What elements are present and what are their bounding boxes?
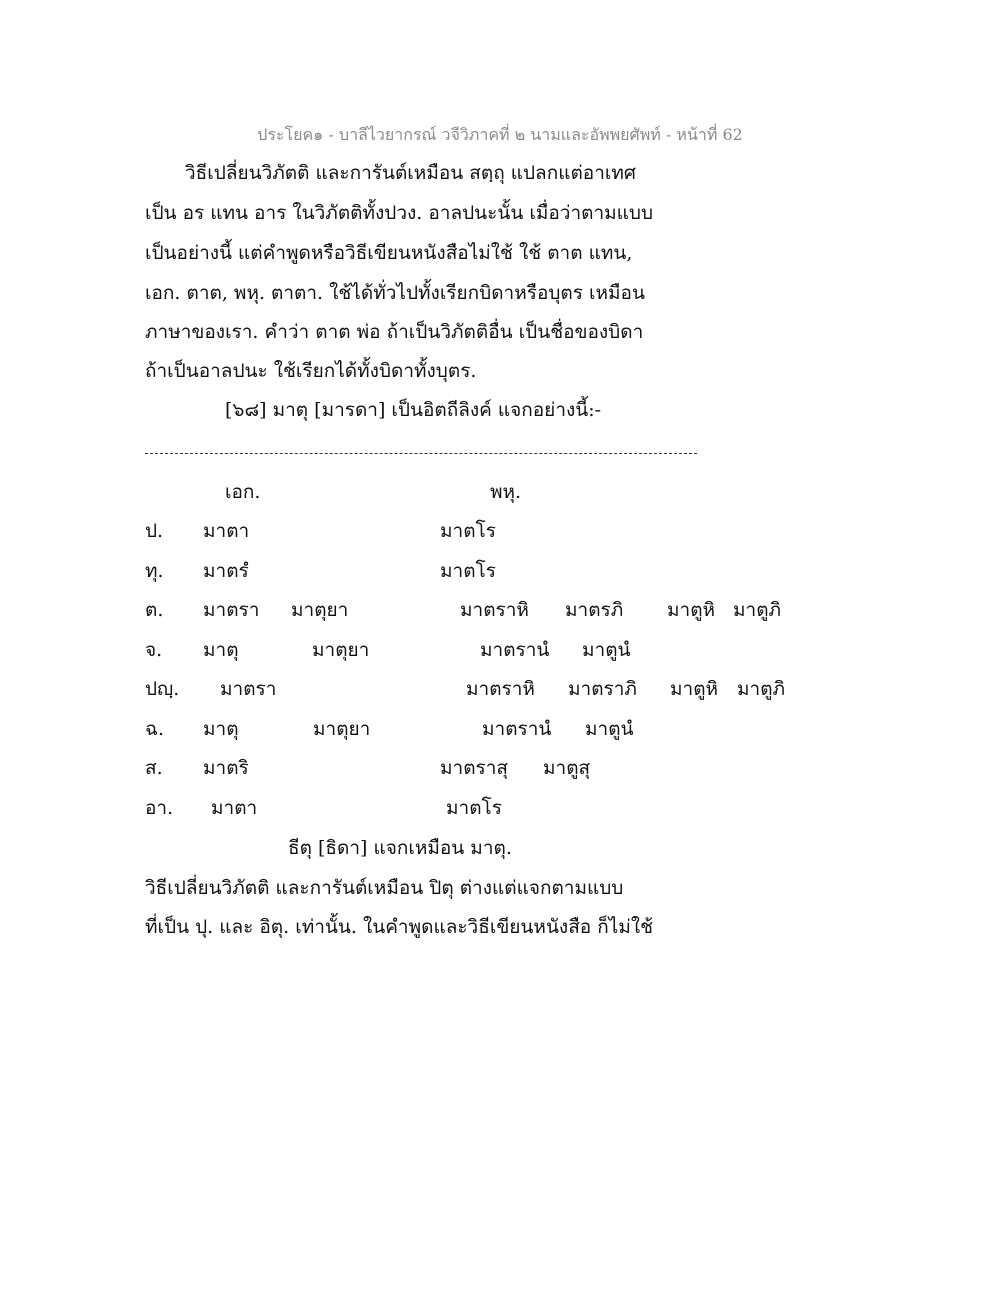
paragraph-line: เป็น อร แทน อาร ในวิภัตติทั้งปวง. อาลปนะนั้น เมื่อว่าตามแบบ (145, 202, 654, 224)
singular-form: มาตรา (220, 678, 277, 700)
case-label: ทุ. (145, 560, 164, 582)
paragraph-line: เอก. ตาต, พหุ. ตาตา. ใช้ได้ทั่วไปทั้งเรียกบิดาหรือบุตร เหมือน (145, 282, 645, 304)
plural-form: มาตรานํ (480, 639, 550, 661)
case-label: ป. (145, 520, 164, 542)
running-header: ประโยค๑ - บาลีไวยากรณ์ วจีวิภาคที่ ๒ นามและอัพพยศัพท์ - หน้าที่ 62 (257, 125, 743, 144)
paragraph-line: ถ้าเป็นอาลปนะ ใช้เรียกได้ทั้งบิดาทั้งบุตร. (145, 360, 477, 382)
case-label: อา. (145, 797, 174, 819)
singular-form: มาตุยา (291, 599, 349, 621)
column-header-singular: เอก. (225, 481, 261, 503)
paragraph-line: ภาษาของเรา. คำว่า ตาต พ่อ ถ้าเป็นวิภัตติอื่น เป็นชื่อของบิดา (145, 321, 644, 343)
paragraph-line: เป็นอย่างนี้ แต่คำพูดหรือวิธีเขียนหนังสือไม่ใช้ ใช้ ตาต แทน, (145, 242, 633, 264)
singular-form: มาตริ (203, 757, 249, 779)
singular-form: มาตุ (203, 718, 239, 740)
plural-form: มาตรภิ (565, 599, 624, 621)
plural-form: มาตูภิ (733, 599, 782, 621)
paragraph-line: วิธีเปลี่ยนวิภัตติ และการันต์เหมือน ปิตุ ต่างแต่แจกตามแบบ (145, 877, 624, 899)
plural-form: มาตราหิ (466, 678, 535, 700)
dashed-divider (145, 453, 697, 454)
singular-form: มาตรํ (203, 560, 249, 582)
plural-form: มาตโร (440, 560, 496, 582)
singular-form: มาตุยา (313, 718, 371, 740)
plural-form: มาตราสุ (440, 757, 509, 779)
plural-form: มาตโร (440, 520, 496, 542)
singular-form: มาตุ (203, 639, 239, 661)
plural-form: มาตูหิ (670, 678, 719, 700)
declension-note: ธีตุ [ธิดา] แจกเหมือน มาตุ. (288, 837, 512, 859)
paragraph-line: วิธีเปลี่ยนวิภัตติ และการันต์เหมือน สตฺถุ แปลกแต่อาเทศ (185, 162, 636, 184)
case-label: จ. (145, 639, 163, 661)
singular-form: มาตุยา (312, 639, 370, 661)
section-heading: [๖๘] มาตุ [มารดา] เป็นอิตถีลิงค์ แจกอย่างนี้:- (225, 399, 602, 421)
plural-form: มาตูสุ (543, 757, 591, 779)
singular-form: มาตรา (203, 599, 260, 621)
plural-form: มาตูภิ (737, 678, 786, 700)
plural-form: มาตราภิ (568, 678, 637, 700)
plural-form: มาตูนํ (582, 639, 631, 661)
case-label: ฉ. (145, 718, 164, 740)
case-label: ส. (145, 757, 163, 779)
plural-form: มาตูนํ (585, 718, 634, 740)
singular-form: มาตา (211, 797, 258, 819)
paragraph-line: ที่เป็น ปุ. และ อิตุ. เท่านั้น. ในคำพูดและวิธีเขียนหนังสือ ก็ไม่ใช้ (145, 916, 654, 938)
singular-form: มาตา (203, 520, 250, 542)
plural-form: มาตรานํ (482, 718, 552, 740)
case-label: ปญฺ. (145, 678, 180, 700)
plural-form: มาตโร (446, 797, 502, 819)
plural-form: มาตูหิ (667, 599, 716, 621)
column-header-plural: พหุ. (490, 481, 522, 503)
plural-form: มาตราหิ (460, 599, 529, 621)
case-label: ต. (145, 599, 164, 621)
